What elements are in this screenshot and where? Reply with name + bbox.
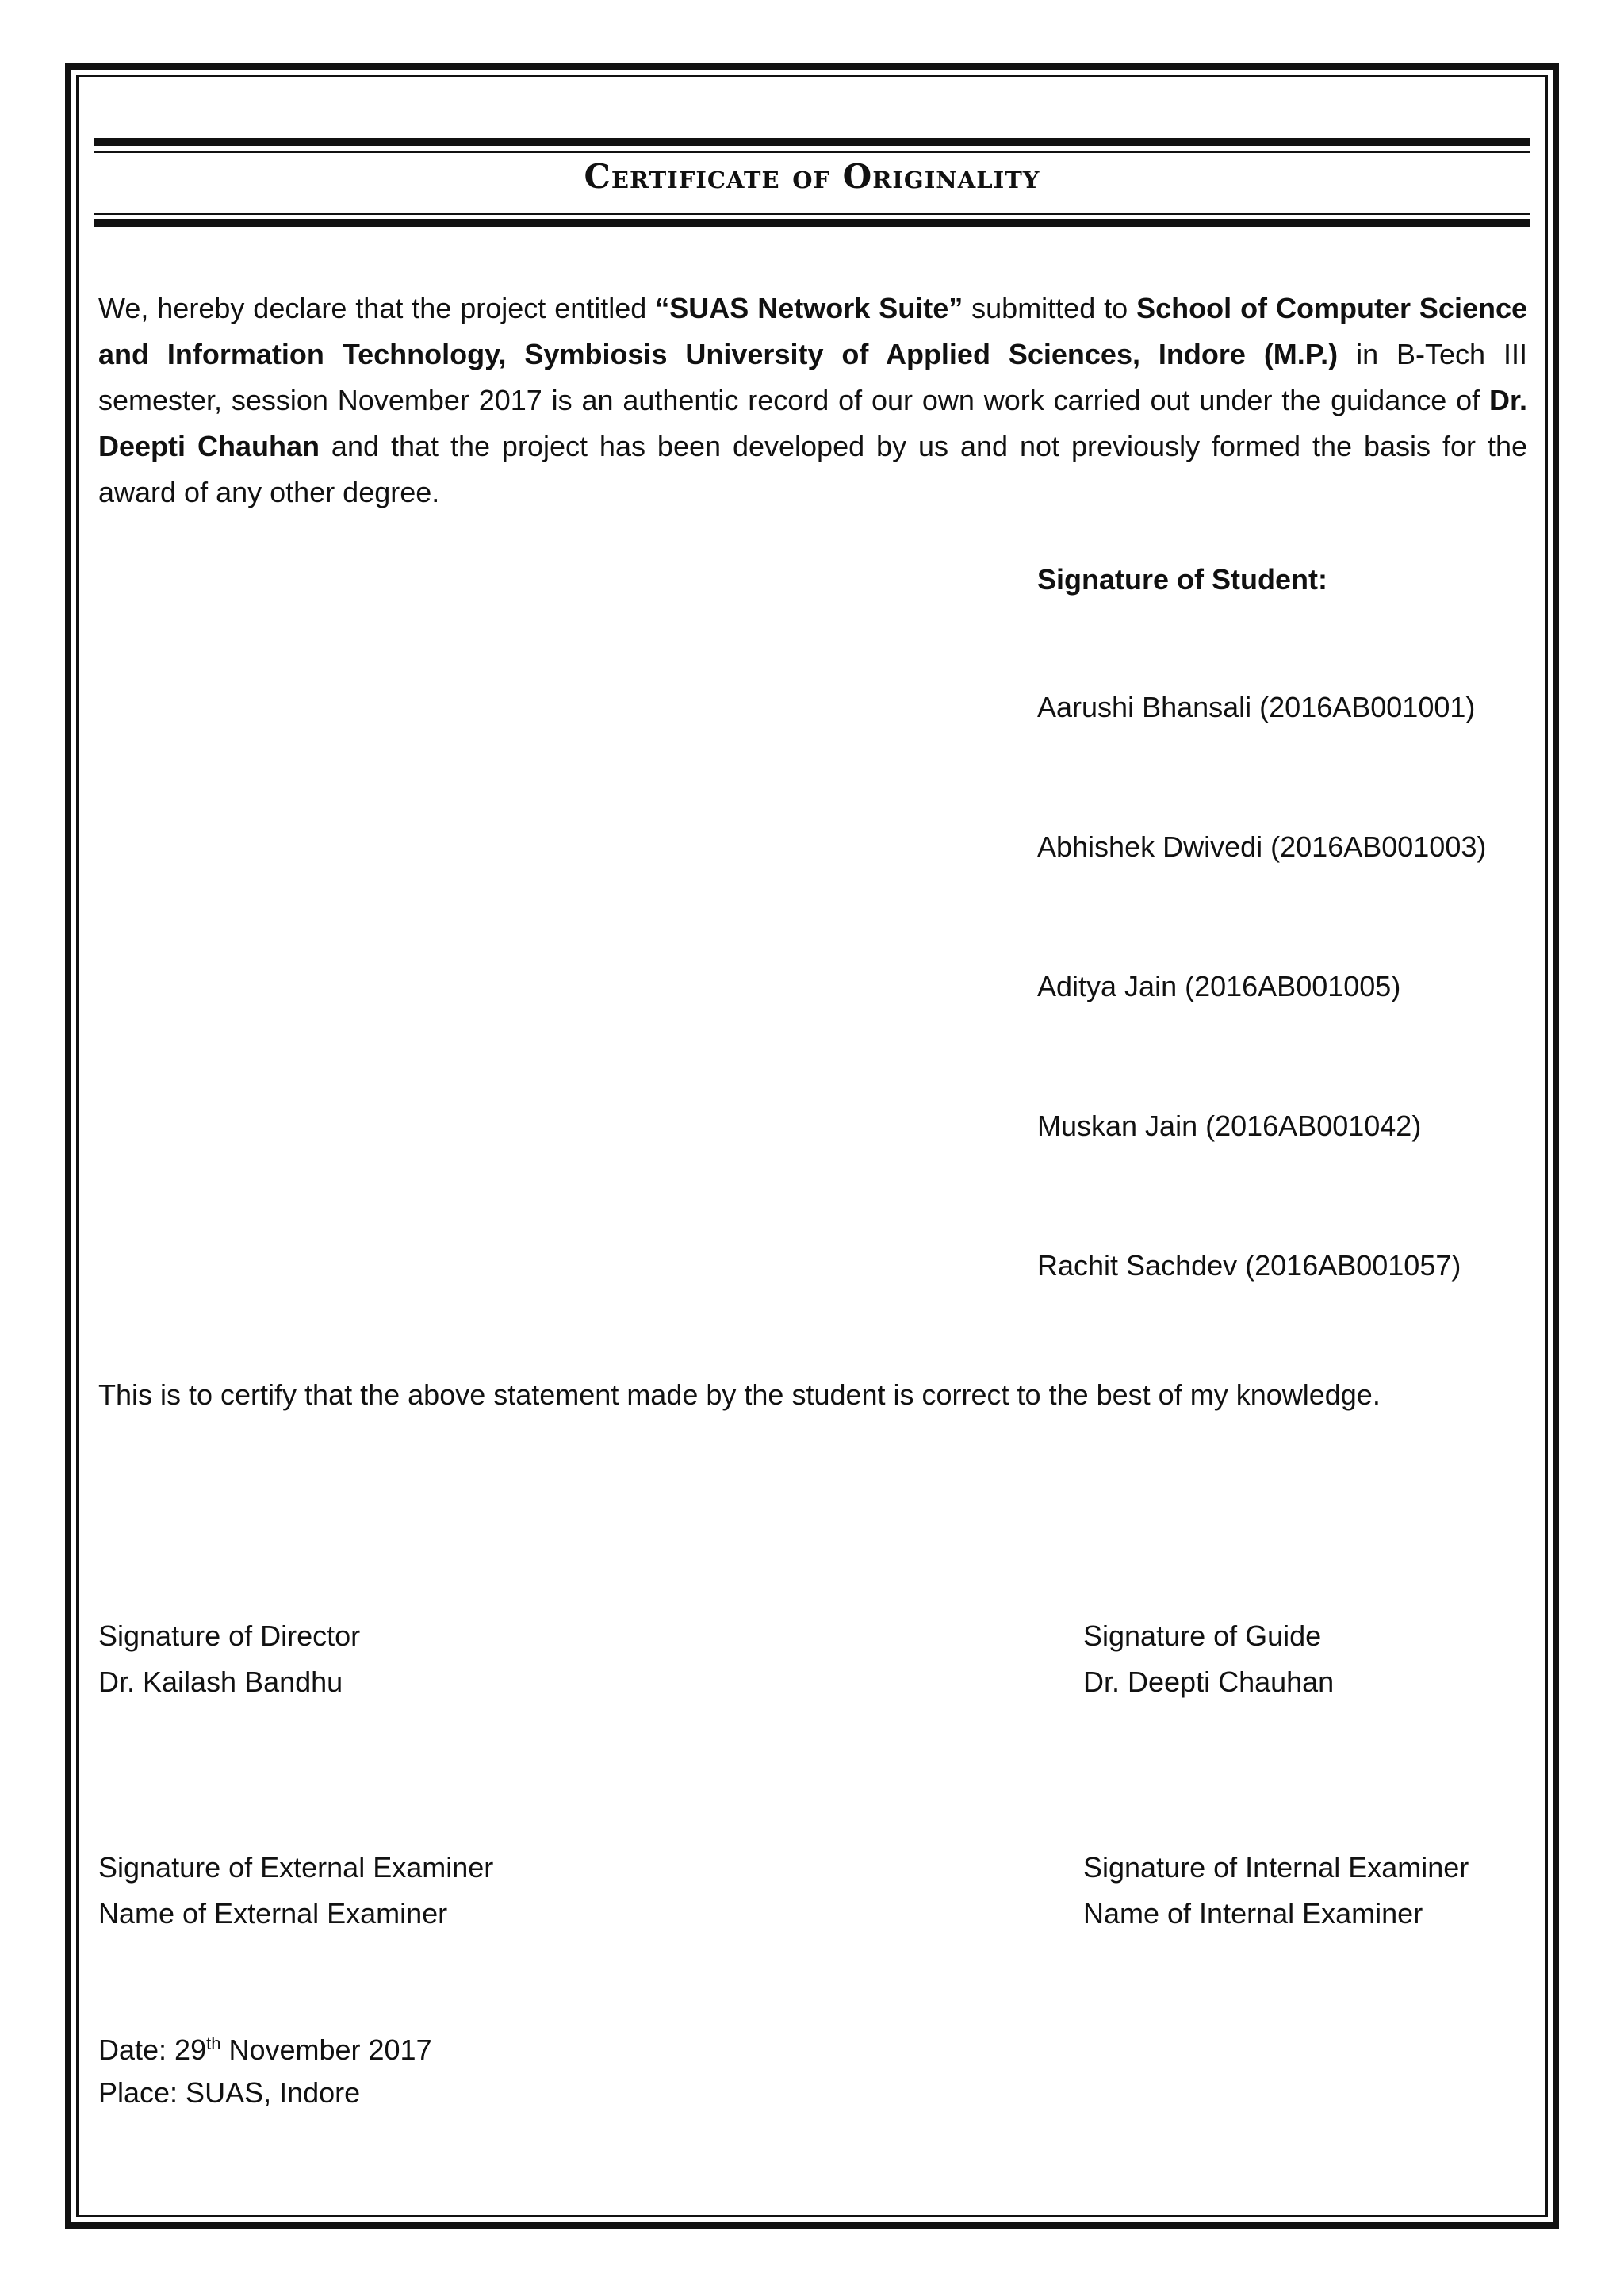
guide-name-inline: Dr. Deepti Chauhan (98, 384, 1527, 462)
title-rule-top-thick (94, 138, 1530, 146)
title-rule-bottom-thin (94, 213, 1530, 215)
student-name: Muskan Jain (2016AB001042) (1037, 1110, 1422, 1142)
date-label: Date: (98, 2033, 175, 2066)
project-title: “SUAS Network Suite” (655, 292, 963, 324)
date-line (98, 2029, 432, 2072)
certify-statement: This is to certify that the above statement made by the student is correct to the best of my knowledge. (98, 1378, 1381, 1411)
declaration-paragraph (98, 286, 1527, 516)
guide-signature-block (1083, 1613, 1334, 1705)
external-examiner-name: Name of External Examiner (98, 1897, 448, 1930)
declaration-text-2: submitted to (963, 292, 1137, 324)
date-rest: November 2017 (220, 2033, 432, 2066)
external-examiner-block (98, 1845, 493, 1937)
director-signature-label: Signature of Director (98, 1619, 361, 1652)
guide-signature-label: Signature of Guide (1083, 1619, 1322, 1652)
page-title: Certificate of Originality (584, 157, 1040, 196)
student-name: Aarushi Bhansali (2016AB001001) (1037, 691, 1476, 723)
date-day: 29 (174, 2033, 207, 2066)
student-name: Aditya Jain (2016AB001005) (1037, 970, 1401, 1002)
institution-name: School of Computer Science and Information Technology, Symbiosis University of Applied Sciences, Indore (M.P.) (98, 292, 1528, 370)
director-signature-block (98, 1613, 360, 1705)
internal-examiner-block (1083, 1845, 1469, 1937)
guide-name: Dr. Deepti Chauhan (1083, 1665, 1335, 1698)
date-place-block (98, 2029, 432, 2114)
internal-examiner-signature-label: Signature of Internal Examiner (1083, 1851, 1469, 1884)
date-suffix: th (206, 2033, 221, 2053)
declaration-text-4: and that the project has been developed by us and not previously formed the basis for the award of any other degree. (98, 430, 1527, 508)
declaration-text-1: We, hereby declare that the project entitled (98, 292, 656, 324)
declaration-text-3: in B-Tech III semester, session November 2017 is an authentic record of our own work carried out under the guidance of (98, 338, 1527, 416)
student-name: Abhishek Dwivedi (2016AB001003) (1037, 830, 1487, 863)
student-name: Rachit Sachdev (2016AB001057) (1037, 1249, 1461, 1282)
place-line: Place: SUAS, Indore (98, 2076, 361, 2109)
title-rule-bottom-thick (94, 219, 1530, 227)
student-signatures (1037, 563, 1486, 1388)
external-examiner-signature-label: Signature of External Examiner (98, 1851, 494, 1884)
director-name: Dr. Kailash Bandhu (98, 1665, 343, 1698)
student-signature-heading: Signature of Student: (1037, 563, 1327, 596)
title-rule-top-thin (94, 151, 1530, 153)
internal-examiner-name: Name of Internal Examiner (1083, 1897, 1423, 1930)
